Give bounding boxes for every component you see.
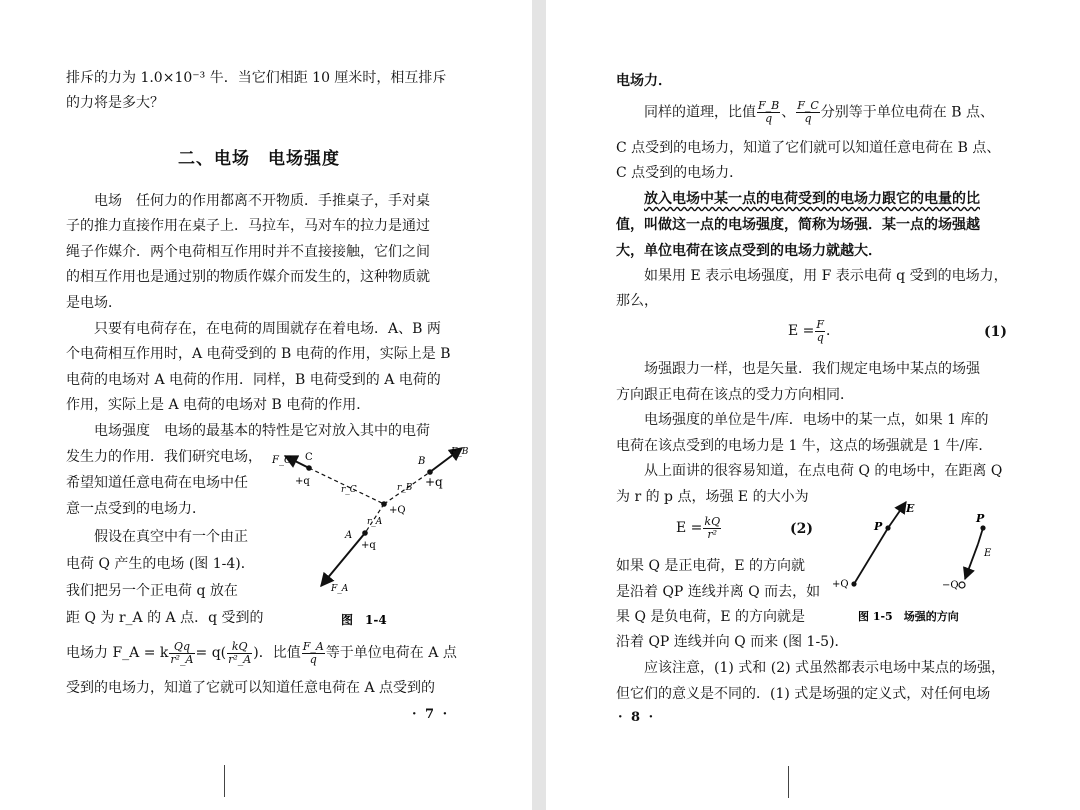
text-line: 方向跟正电荷在该点的受力方向相同．	[616, 387, 854, 403]
label-plus-q-a: +q	[361, 540, 376, 551]
fraction: $\frac{F\_A}{q}$	[302, 639, 324, 666]
charge-Q	[381, 501, 387, 507]
text-line: 假设在真空中有一个由正	[94, 529, 248, 545]
text-line: 从上面讲的很容易知道，在点电荷 Q 的电场中，在距离 Q	[644, 463, 1003, 479]
formula-line: 同样的道理，比值 $\frac{F\_B}{q}$ 、 $\frac{F\_C}{q}$ 分别等于单位电荷在 B 点、	[644, 99, 994, 125]
equation-1: E = $\frac{F}{q}$ ．	[788, 317, 841, 344]
label-c: C	[305, 452, 313, 463]
text-line: 电场力．	[616, 73, 672, 89]
text-line: 排斥的力为 1.0×10⁻³ 牛．当它们相距 10 厘米时，相互排斥	[66, 70, 447, 86]
label-fc: F_C	[272, 455, 292, 466]
text-line: 子的推力直接作用在桌子上．马拉车，马对车的拉力是通过	[66, 218, 430, 234]
charge-minus-Q	[959, 582, 965, 588]
figure-1-4	[255, 438, 480, 628]
point-p1	[885, 525, 890, 530]
text-line: 希望知道任意电荷在电场中任	[66, 475, 248, 491]
text-line: 受到的电场力，知道了它就可以知道任意电荷在 A 点受到的	[66, 680, 436, 696]
charge-plus-Q	[851, 581, 856, 586]
text-line: 是电场．	[66, 295, 122, 311]
definition-line: 大，单位电荷在该点受到的电场力就越大．	[616, 243, 882, 259]
label-plus-q-b: +q	[425, 475, 443, 489]
text-line: 我们把另一个正电荷 q 放在	[66, 583, 238, 599]
text-line: 电场强度的单位是牛/库．电场中的某一点，如果 1 库的	[644, 412, 989, 428]
fraction: $\frac{kQ}{\text{r²\_A}}$	[228, 639, 252, 666]
page-edge-mark	[788, 766, 789, 798]
label-p1: P	[874, 520, 883, 533]
fraction: $\frac{F\_B}{q}$	[758, 99, 780, 125]
charge-b	[427, 469, 433, 475]
point-p2	[980, 525, 985, 530]
arrow-e-negative	[965, 544, 978, 579]
formula-line: 电场力 F_A = k $\frac{Qq}{\text{r²\_A}}$ = q( $\frac{kQ}{\text{r²\_A}}$ )．比值 $\frac{F\_A}{q}$ 等于单位电荷在 A 点	[66, 639, 457, 666]
text-line: 果 Q 是负电荷，E 的方向就是	[616, 609, 806, 625]
text-line: 应该注意，(1) 式和 (2) 式虽然都表示电场中某点的场强，	[644, 660, 1006, 676]
page-number: · 8 ·	[618, 710, 656, 725]
book-gutter	[532, 0, 546, 810]
figure-caption: 图 1-4	[341, 613, 387, 627]
section-heading: 二、电场 电场强度	[178, 149, 340, 169]
label-p2: P	[976, 512, 985, 525]
label-fa: F_A	[331, 584, 349, 594]
label-plus-Q: +Q	[832, 579, 849, 590]
text-line: 作用，实际上是 A 电荷的电场对 B 电荷的作用．	[66, 397, 371, 413]
figure-1-5	[828, 498, 1018, 628]
text-line: C 点受到的电场力，知道了它们就可以知道任意电荷在 B 点、	[616, 140, 1001, 156]
text-line: 的相互作用也是通过别的物质作媒介而发生的，这种物质就	[66, 269, 430, 285]
text-line: 意一点受到的电场力．	[66, 501, 206, 517]
label-rb: r_B	[397, 483, 413, 493]
text-line: 绳子作媒介．两个电荷相互作用时并不直接接触，它们之间	[66, 244, 430, 260]
text-line: 电荷的电场对 A 电荷的作用．同样，B 电荷受到的 A 电荷的	[66, 372, 441, 388]
text-line: 电场强度 电场的最基本的特性是它对放入其中的电荷	[94, 423, 430, 439]
equation-2: E = $\frac{kQ}{\text{r²}}$	[676, 514, 721, 541]
text-line: 电场 任何力的作用都离不开物质．手推桌子，手对桌	[94, 193, 430, 209]
text-line: 电荷在该点受到的电场力是 1 牛，这点的场强就是 1 牛/库．	[616, 438, 993, 454]
right-page	[546, 0, 1080, 810]
label-minus-Q: −Q	[942, 580, 959, 591]
fraction: $\frac{F\_C}{q}$	[797, 99, 819, 125]
label-b: B	[418, 456, 426, 467]
text-line: 距 Q 为 r_A 的 A 点．q 受到的	[66, 610, 264, 626]
label-plus-q-c: +q	[295, 476, 310, 487]
text-line: 电荷 Q 产生的电场 (图 1-4)．	[66, 556, 255, 572]
label-ra: r_A	[367, 517, 383, 527]
text-line: 场强跟力一样，也是矢量．我们规定电场中某点的场强	[644, 361, 980, 377]
page-edge-mark	[224, 765, 225, 797]
label-fb: F_B	[451, 447, 469, 457]
label-plus-Q: +Q	[389, 505, 406, 516]
fraction: $\frac{F}{q}$	[816, 317, 825, 344]
text-line: 那么，	[616, 293, 658, 309]
text-line: 沿着 QP 连线并向 Q 而来 (图 1-5)．	[616, 634, 849, 650]
arrow-fa	[321, 533, 365, 586]
text-line: 是沿着 QP 连线并离 Q 而去，如	[616, 584, 821, 600]
text-line: 个电荷相互作用时，A 电荷受到的 B 电荷的作用，实际上是 B	[66, 346, 451, 362]
definition-line: 值，叫做这一点的电场强度，简称为场强．某一点的场强越	[616, 217, 980, 233]
label-e2: E	[984, 548, 992, 559]
charge-c	[306, 465, 312, 471]
text-line: 为 r 的 p 点，场强 E 的大小为	[616, 489, 809, 505]
definition-line: 放入电场中某一点的电荷受到的电场力跟它的电量的比	[644, 191, 980, 207]
text-line: 发生力的作用．我们研究电场，	[66, 449, 262, 465]
text-line: 如果 Q 是正电荷，E 的方向就	[616, 558, 806, 574]
label-e1: E	[906, 502, 915, 515]
text-line: 只要有电荷存在，在电荷的周围就存在着电场．A、B 两	[94, 321, 441, 337]
figure-caption: 图 1-5 场强的方向	[858, 610, 959, 623]
text-line: 的力将是多大？	[66, 95, 164, 111]
text-line: 但它们的意义是不同的．(1) 式是场强的定义式，对任何电场	[616, 686, 991, 702]
line-positive	[854, 528, 888, 584]
arrow-e-positive	[888, 502, 906, 528]
page-number: · 7 ·	[412, 707, 450, 722]
charge-a	[362, 530, 368, 536]
fraction: $\frac{kQ}{\text{r²}}$	[704, 514, 721, 541]
label-a: A	[345, 530, 353, 541]
fraction: $\frac{Qq}{\text{r²\_A}}$	[170, 639, 194, 666]
equation-number: (1)	[984, 324, 1007, 340]
text-line: C 点受到的电场力．	[616, 165, 744, 181]
text-line: 如果用 E 表示电场强度，用 F 表示电荷 q 受到的电场力，	[644, 268, 1008, 284]
label-rc: r_C	[341, 485, 357, 495]
left-page	[0, 0, 532, 810]
equation-number: (2)	[790, 521, 813, 537]
